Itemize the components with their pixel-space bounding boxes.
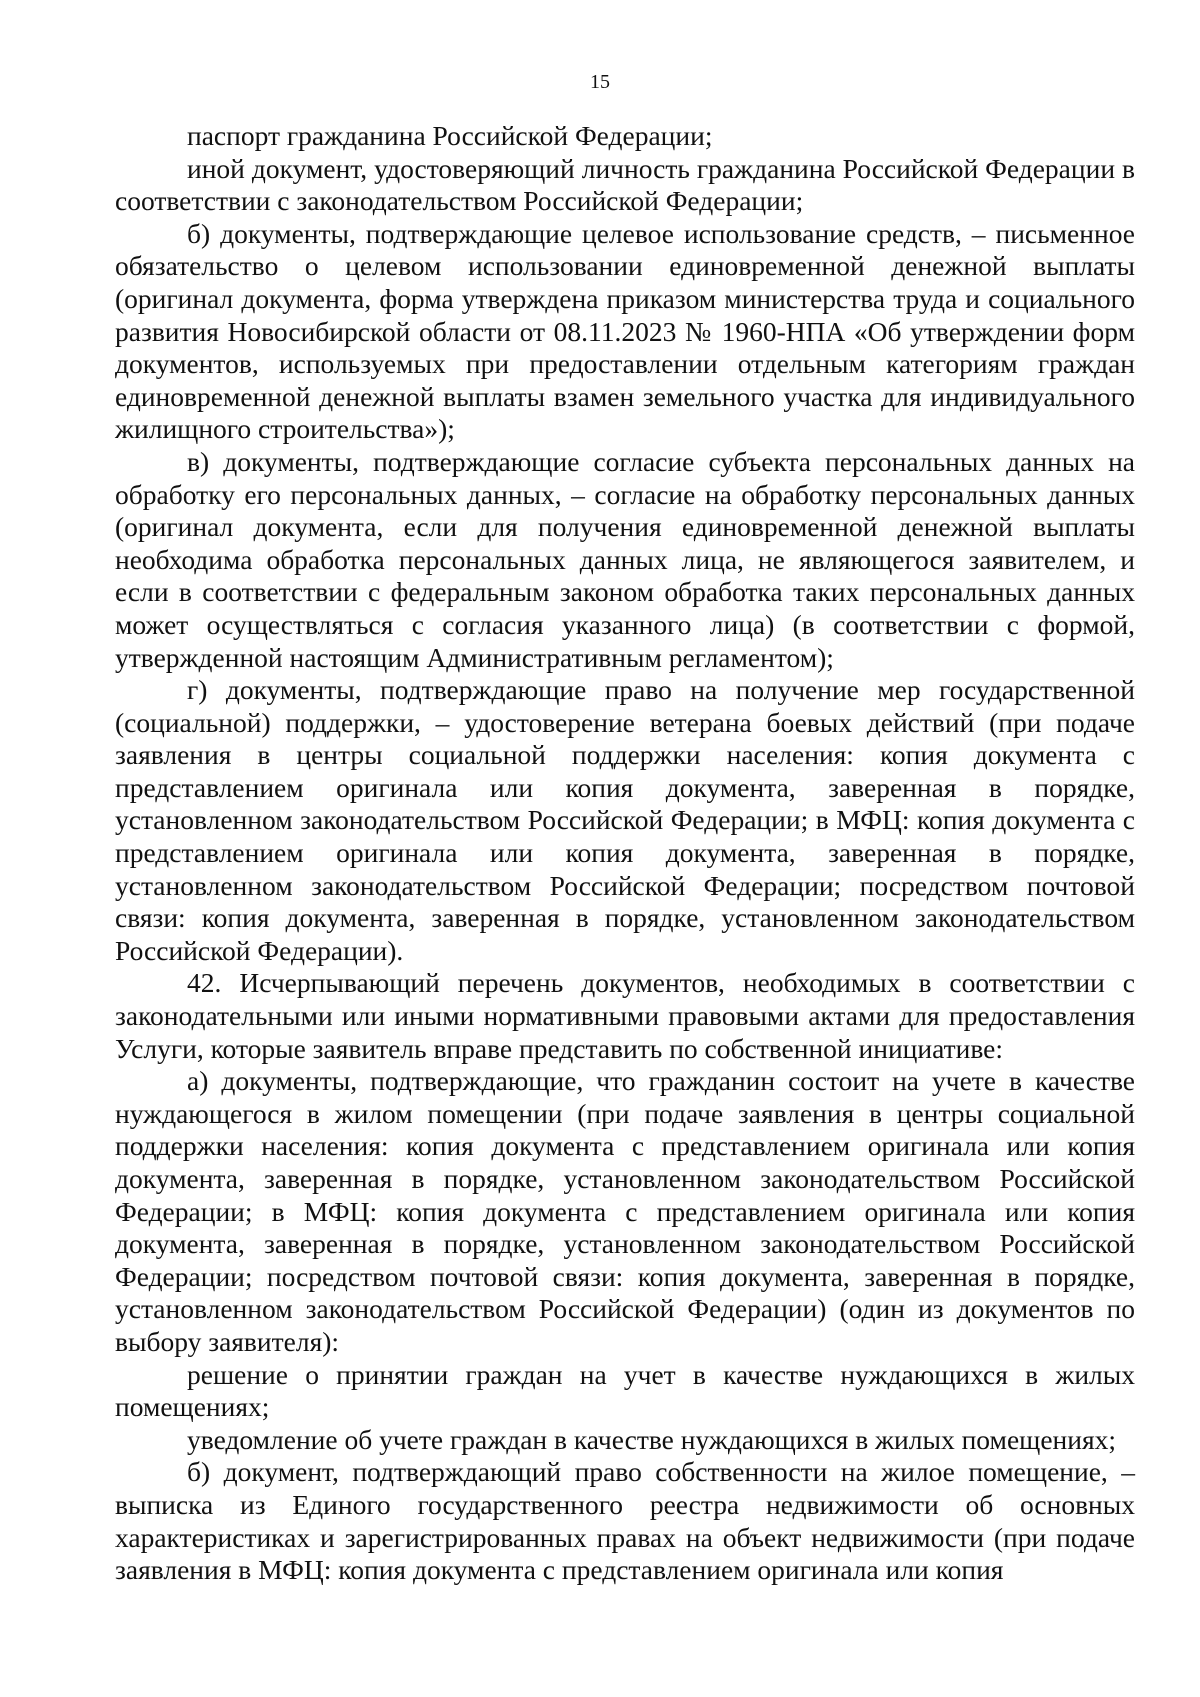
paragraph: г) документы, подтверждающие право на получение мер государственной (социальной) поддержки, – удостоверение ветерана боевых действий (при подаче заявления в центры социальной поддержки населения: копия документа с представлением оригинала или копия документа, заверенная в порядке, установленном законодательством Российской Федерации; в МФЦ: копия документа с представлением оригинала или копия документа, заверенная в порядке, установленном законодательством Российской Федерации; посредством почтовой связи: копия документа, заверенная в порядке, установленном законодательством Российской Федерации). [115, 674, 1135, 966]
paragraph: 42. Исчерпывающий перечень документов, необходимых в соответствии с законодательными или иными нормативными правовыми актами для предоставления Услуги, которые заявитель вправе представить по собственной инициативе: [115, 967, 1135, 1064]
document-body [115, 120, 1135, 1587]
page-number: 15 [590, 71, 610, 93]
paragraph: иной документ, удостоверяющий личность гражданина Российской Федерации в соответствии с законодательством Российской Федерации; [115, 152, 1135, 217]
paragraph: в) документы, подтверждающие согласие субъекта персональных данных на обработку его персональных данных, – согласие на обработку персональных данных (оригинал документа, если для получения единовременной денежной выплаты необходима обработка персональных данных лица, не являющегося заявителем, и если в соответствии с федеральным законом обработка таких персональных данных может осуществляться с согласия указанного лица) (в соответствии с формой, утвержденной настоящим Административным регламентом); [115, 445, 1135, 673]
paragraph: а) документы, подтверждающие, что гражданин состоит на учете в качестве нуждающегося в жилом помещении (при подаче заявления в центры социальной поддержки населения: копия документа с представлением оригинала или копия документа, заверенная в порядке, установленном законодательством Российской Федерации; в МФЦ: копия документа с представлением оригинала или копия документа, заверенная в порядке, установленном законодательством Российской Федерации; посредством почтовой связи: копия документа, заверенная в порядке, установленном законодательством Российской Федерации) (один из документов по выбору заявителя): [115, 1065, 1135, 1357]
paragraph: паспорт гражданина Российской Федерации; [187, 120, 713, 151]
paragraph: уведомление об учете граждан в качестве нуждающихся в жилых помещениях; [187, 1423, 1116, 1455]
paragraph: решение о принятии граждан на учет в качестве нуждающихся в жилых помещениях; [115, 1358, 1135, 1423]
paragraph: б) документ, подтверждающий право собственности на жилое помещение, – выписка из Единого государственного реестра недвижимости об основных характеристиках и зарегистрированных правах на объект недвижимости (при подаче заявления в МФЦ: копия документа с представлением оригинала или копия [115, 1456, 1135, 1586]
paragraph: б) документы, подтверждающие целевое использование средств, – письменное обязательство о целевом использовании единовременной денежной выплаты (оригинал документа, форма утверждена приказом министерства труда и социального развития Новосибирской области от 08.11.2023 № 1960-НПА «Об утверждении форм документов, используемых при предоставлении отдельным категориям граждан единовременной денежной выплаты взамен земельного участка для индивидуального жилищного строительства»); [115, 217, 1135, 445]
